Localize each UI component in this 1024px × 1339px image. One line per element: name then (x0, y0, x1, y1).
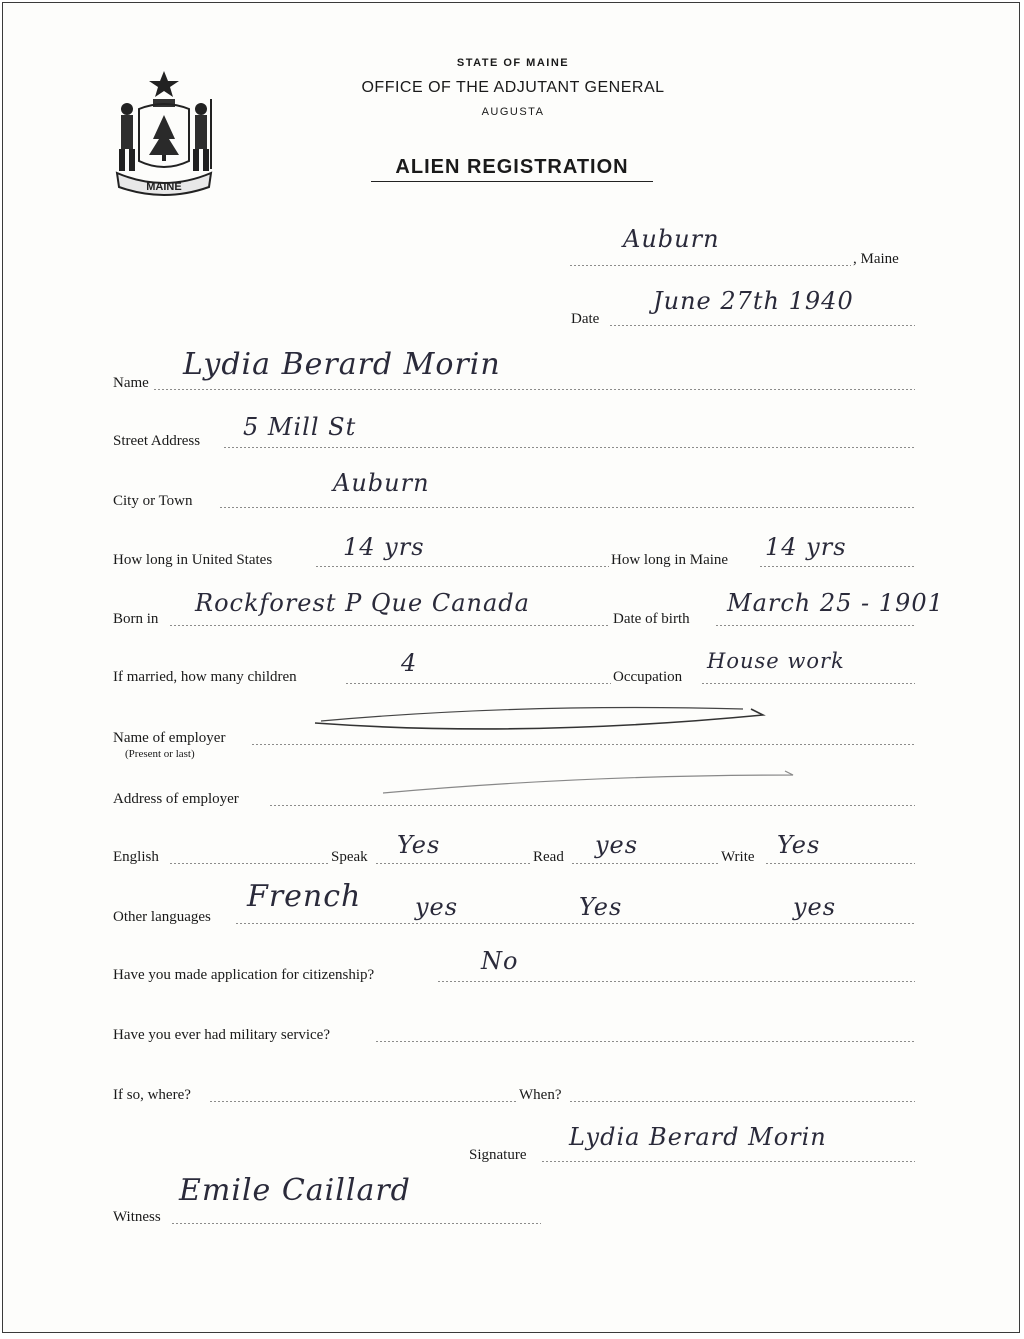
how-long-us-label: How long in United States (113, 552, 273, 568)
write-label: Write (721, 849, 755, 865)
read-value: yes (595, 831, 639, 859)
when-label: When? (519, 1087, 562, 1103)
city-label: City or Town (113, 493, 193, 509)
date-of-birth-value: March 25 - 1901 (727, 589, 944, 617)
date-of-birth-label: Date of birth (613, 611, 690, 627)
born-in-value: Rockforest P Que Canada (195, 589, 530, 617)
other-read-value: Yes (579, 893, 623, 921)
place-value: Auburn (623, 225, 720, 253)
speak-label: Speak (331, 849, 368, 865)
name-value: Lydia Berard Morin (183, 347, 501, 382)
employer-label: Name of employer (113, 730, 226, 746)
date-value: June 27th 1940 (653, 287, 854, 315)
street-label: Street Address (113, 433, 201, 449)
maine-label: , Maine (853, 251, 899, 267)
pen-strokes-decoration (3, 3, 1020, 1333)
occupation-label: Occupation (613, 669, 683, 685)
english-label: English (113, 849, 159, 865)
form-title: ALIEN REGISTRATION (371, 156, 653, 182)
where-label: If so, where? (113, 1087, 191, 1103)
citizenship-value: No (481, 947, 519, 975)
employer-address-label: Address of employer (113, 791, 239, 807)
witness-label: Witness (113, 1209, 161, 1225)
signature-value: Lydia Berard Morin (569, 1123, 827, 1151)
signature-label: Signature (469, 1147, 527, 1163)
registration-form-page (2, 2, 1020, 1333)
read-label: Read (533, 849, 564, 865)
write-value: Yes (777, 831, 821, 859)
speak-value: Yes (397, 831, 441, 859)
children-value: 4 (401, 649, 418, 677)
occupation-value: House work (707, 649, 845, 673)
witness-value: Emile Caillard (179, 1173, 411, 1208)
other-write-value: yes (793, 893, 837, 921)
citizenship-label: Have you made application for citizenship? (113, 967, 375, 983)
date-label: Date (571, 311, 600, 327)
header-state: STATE OF MAINE (456, 57, 570, 69)
how-long-maine-value: 14 yrs (765, 533, 847, 561)
other-languages-label: Other languages (113, 909, 211, 925)
other-language-value: French (247, 879, 362, 914)
how-long-maine-label: How long in Maine (611, 552, 729, 568)
born-in-label: Born in (113, 611, 159, 627)
seal-label: MAINE (146, 181, 182, 193)
employer-note: (Present or last) (125, 748, 195, 760)
how-long-us-value: 14 yrs (343, 533, 425, 561)
children-label: If married, how many children (113, 669, 297, 685)
name-label: Name (113, 375, 149, 391)
city-value: Auburn (333, 469, 430, 497)
header-city: AUGUSTA (481, 106, 545, 118)
street-value: 5 Mill St (243, 413, 357, 441)
other-speak-value: yes (415, 893, 459, 921)
header-office: OFFICE OF THE ADJUTANT GENERAL (361, 79, 665, 96)
military-label: Have you ever had military service? (113, 1027, 330, 1043)
